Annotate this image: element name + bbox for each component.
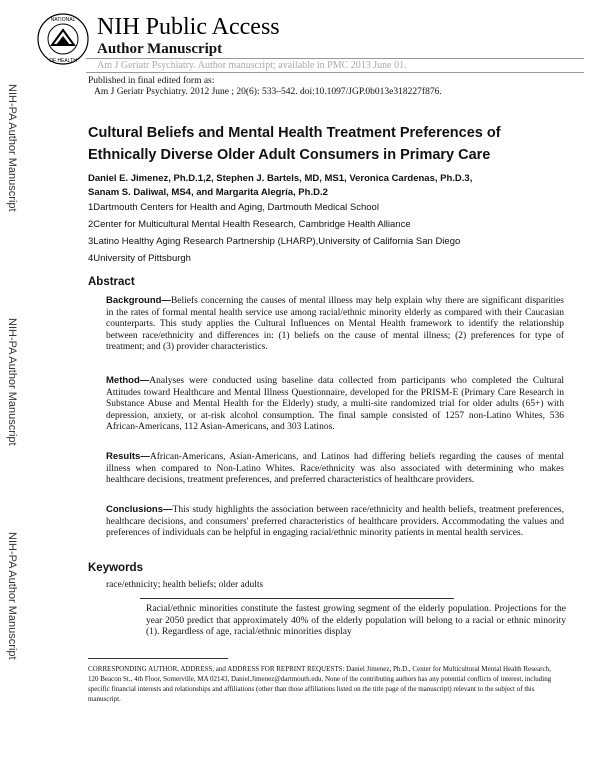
- journal-availability-line: Am J Geriatr Psychiatry. Author manuscript; available in PMC 2013 June 01.: [97, 60, 407, 71]
- article-title: Cultural Beliefs and Mental Health Treatment Preferences of Ethnically Diverse Older Adult Consumers in Primary Care: [88, 125, 501, 163]
- affiliation-1: 1Dartmouth Centers for Health and Aging, Dartmouth Medical School: [88, 202, 379, 213]
- background-label: Background—: [106, 295, 171, 306]
- side-label-middle: NIH-PA Author Manuscript: [6, 318, 18, 446]
- method-text: Analyses were conducted using baseline data collected from participants who completed the Cultural Attitudes toward Healthcare and Mental Illness Questionnaire, developed for the PRISM-E (Primary Care Research in Substance Abuse and Mental Health for the Elderly) study, a multi-site randomized trial for older adults (65+) with depression, anxiety, or at-risk alcohol consumption. The final sample consisted of 1257 non-Latino Whites, 536 African-Americans, 112 Asian-Americans, and 303 Latinos.: [106, 376, 564, 433]
- method-label: Method—: [106, 375, 150, 386]
- header-rule-bottom: [86, 72, 584, 73]
- results-label: Results—: [106, 451, 150, 462]
- affiliation-4: 4University of Pittsburgh: [88, 253, 191, 264]
- author-line-2: Sanam S. Daliwal, MS4, and Margarita Alegría, Ph.D.2: [88, 187, 328, 198]
- side-label-top: NIH-PA Author Manuscript: [6, 84, 18, 212]
- side-label-bottom: NIH-PA Author Manuscript: [6, 532, 18, 660]
- keywords-heading: Keywords: [88, 562, 143, 574]
- abstract-heading: Abstract: [88, 276, 135, 288]
- section-divider: [140, 598, 454, 599]
- author-list: [88, 172, 558, 200]
- nih-seal-logo: [36, 12, 90, 66]
- abstract-conclusions: [106, 504, 564, 540]
- keywords-text: race/ethnicity; health beliefs; older adults: [106, 580, 264, 590]
- correspondence-footnote: CORRESPONDING AUTHOR, ADDRESS, and ADDRESS FOR REPRINT REQUESTS: Daniel Jimenez, Ph.D., Center for Multicultural Mental Health Research, 120 Beacon St., 4th Floor, Somerville, MA 02143, Daniel.Jimenez@dartmouth.edu. None of the contributing authors has any potential conflicts of interest, including specific financial interests and relationships and affiliations (other than those affiliations listed on the title page of the manuscript) relevant to the subject of this manuscript.: [88, 665, 552, 703]
- citation-line: Am J Geriatr Psychiatry. 2012 June ; 20(6): 533–542. doi:10.1097/JGP.0b013e318227f876.: [94, 87, 442, 97]
- published-label: Published in final edited form as:: [88, 76, 215, 86]
- abstract-background: [106, 295, 564, 354]
- conclusions-text: This study highlights the association between race/ethnicity and health beliefs, treatment preferences, healthcare decisions, and consumers' preferred characteristics of healthcare providers. Accommodating the values and preferences of individuals can be helpful in engaging racial/ethnic minority patients in mental health services.: [106, 505, 564, 539]
- background-text: Beliefs concerning the causes of mental illness may help explain why there are significant disparities in the rates of formal mental health service use among racial/ethnic minority elderly as compared with their Caucasian counterparts. This study applies the Cultural Influences on Mental Health framework to identify the relationship between race/ethnicity and differences in: (1) beliefs on the cause of mental illness; (2) preferences for type of treatment; and (3) provider characteristics.: [106, 296, 564, 353]
- conclusions-label: Conclusions—: [106, 504, 173, 515]
- svg-text:NATIONAL: NATIONAL: [50, 17, 76, 23]
- header-rule: [86, 58, 584, 59]
- abstract-method: [106, 375, 564, 434]
- nih-public-access-title: NIH Public Access: [97, 14, 280, 40]
- intro-paragraph: Racial/ethnic minorities constitute the fastest growing segment of the elderly population. Projections for the year 2050 predict that approximately 40% of the elderly population will belong to a racial or ethnic minority (1). Regardless of age, racial/ethnic minorities display: [146, 604, 566, 638]
- results-text: African-Americans, Asian-Americans, and Latinos had differing beliefs regarding the causes of mental illness when compared to Non-Latino Whites. Race/ethnicity was also associated with determining who makes healthcare decisions, treatment preferences, and preferred characteristics of healthcare providers.: [106, 452, 564, 486]
- footnote-rule: [88, 658, 228, 659]
- abstract-results: [106, 451, 564, 487]
- author-manuscript-label: Author Manuscript: [97, 41, 223, 57]
- svg-text:OF HEALTH: OF HEALTH: [49, 58, 77, 64]
- affiliation-2: 2Center for Multicultural Mental Health Research, Cambridge Health Alliance: [88, 219, 411, 230]
- affiliation-3: 3Latino Healthy Aging Research Partnership (LHARP),University of California San Diego: [88, 236, 461, 247]
- author-line-1: Daniel E. Jimenez, Ph.D.1,2, Stephen J. Bartels, MD, MS1, Veronica Cardenas, Ph.D.3,: [88, 173, 473, 184]
